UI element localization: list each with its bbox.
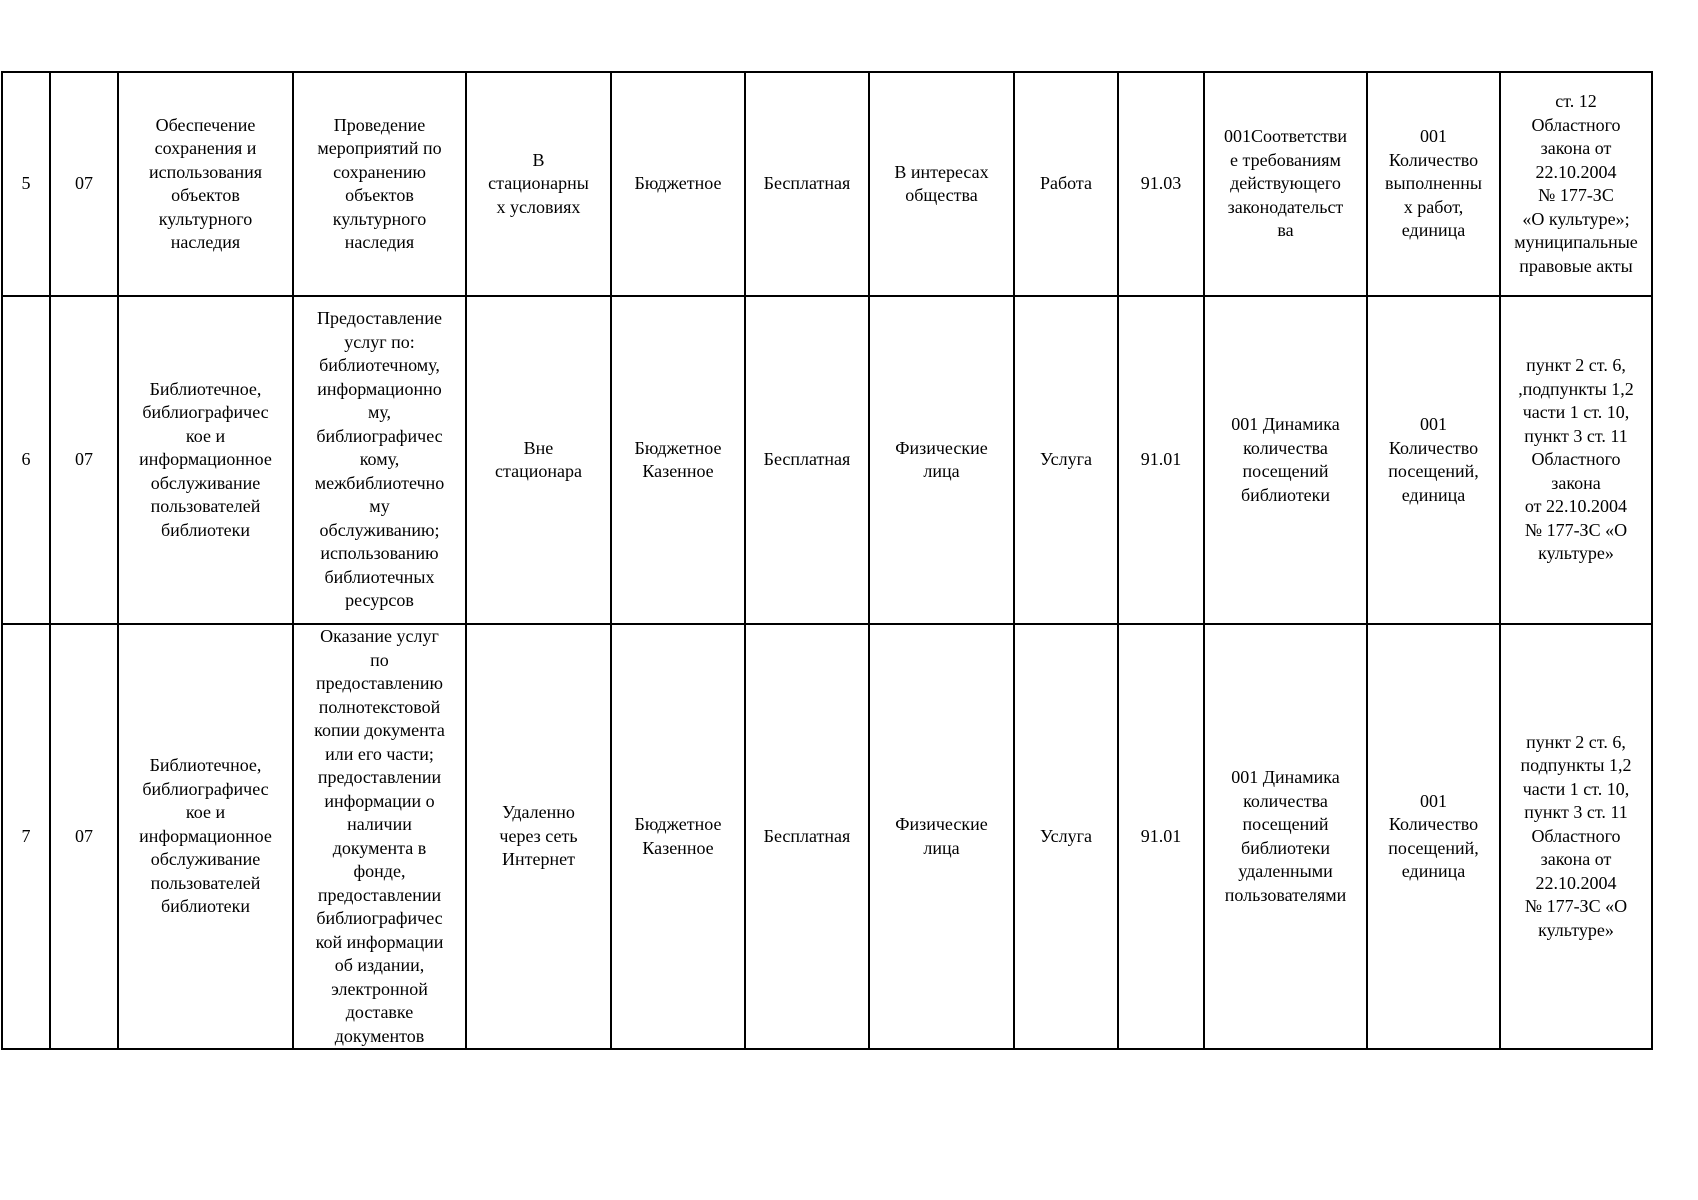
payment-cell: Бесплатная xyxy=(745,296,869,624)
table-row xyxy=(2,72,1652,296)
volume-indicator-cell: 001 Количество посещений, единица xyxy=(1367,624,1500,1049)
institution-type-cell: Бюджетное Казенное xyxy=(611,624,745,1049)
legal-basis-cell: пункт 2 ст. 6, подпункты 1,2 части 1 ст. 10, пункт 3 ст. 11 Областного закона от 22.10.2004 № 177-ЗС «О культуре» xyxy=(1500,624,1652,1049)
content-cell: Проведение мероприятий по сохранению объектов культурного наследия xyxy=(293,72,466,296)
institution-type-cell: Бюджетное xyxy=(611,72,745,296)
okved-cell: 91.01 xyxy=(1118,296,1204,624)
kind-cell: Услуга xyxy=(1014,296,1118,624)
volume-indicator-cell: 001 Количество выполненны х работ, единица xyxy=(1367,72,1500,296)
consumers-cell: Физические лица xyxy=(869,296,1014,624)
code-cell: 07 xyxy=(50,296,118,624)
consumers-cell: Физические лица xyxy=(869,624,1014,1049)
quality-indicator-cell: 001 Динамика количества посещений библиотеки xyxy=(1204,296,1367,624)
volume-indicator-cell: 001 Количество посещений, единица xyxy=(1367,296,1500,624)
okved-cell: 91.03 xyxy=(1118,72,1204,296)
quality-indicator-cell: 001Соответстви е требованиям действующего законодательст ва xyxy=(1204,72,1367,296)
okved-cell: 91.01 xyxy=(1118,624,1204,1049)
payment-cell: Бесплатная xyxy=(745,72,869,296)
legal-basis-cell: ст. 12 Областного закона от 22.10.2004 № 177-ЗС «О культуре»; муниципальные правовые акты xyxy=(1500,72,1652,296)
condition-cell: Вне стационара xyxy=(466,296,611,624)
kind-cell: Работа xyxy=(1014,72,1118,296)
activity-cell: Библиотечное, библиографичес кое и информационное обслуживание пользователей библиотеки xyxy=(118,624,293,1049)
registry-table xyxy=(1,71,1653,1050)
kind-cell: Услуга xyxy=(1014,624,1118,1049)
payment-cell: Бесплатная xyxy=(745,624,869,1049)
row-number-cell: 6 xyxy=(2,296,50,624)
activity-cell: Библиотечное, библиографичес кое и информационное обслуживание пользователей библиотеки xyxy=(118,296,293,624)
condition-cell: Удаленно через сеть Интернет xyxy=(466,624,611,1049)
legal-basis-cell: пункт 2 ст. 6, ,подпункты 1,2 части 1 ст. 10, пункт 3 ст. 11 Областного закона от 22.10.2004 № 177-ЗС «О культуре» xyxy=(1500,296,1652,624)
table-row xyxy=(2,624,1652,1049)
code-cell: 07 xyxy=(50,624,118,1049)
content-cell: Предоставление услуг по: библиотечному, информационно му, библиографичес кому, межбиблиотечно му обслуживанию; использованию библиотечных ресурсов xyxy=(293,296,466,624)
institution-type-cell: Бюджетное Казенное xyxy=(611,296,745,624)
row-number-cell: 7 xyxy=(2,624,50,1049)
activity-cell: Обеспечение сохранения и использования объектов культурного наследия xyxy=(118,72,293,296)
row-number-cell: 5 xyxy=(2,72,50,296)
quality-indicator-cell: 001 Динамика количества посещений библиотеки удаленными пользователями xyxy=(1204,624,1367,1049)
content-cell: Оказание услуг по предоставлению полнотекстовой копии документа или его части; предоставлении информации о наличии документа в фонде, предоставлении библиографичес кой информации об издании, электронной доставке документов xyxy=(293,624,466,1049)
condition-cell: В стационарны х условиях xyxy=(466,72,611,296)
consumers-cell: В интересах общества xyxy=(869,72,1014,296)
code-cell: 07 xyxy=(50,72,118,296)
table-row xyxy=(2,296,1652,624)
